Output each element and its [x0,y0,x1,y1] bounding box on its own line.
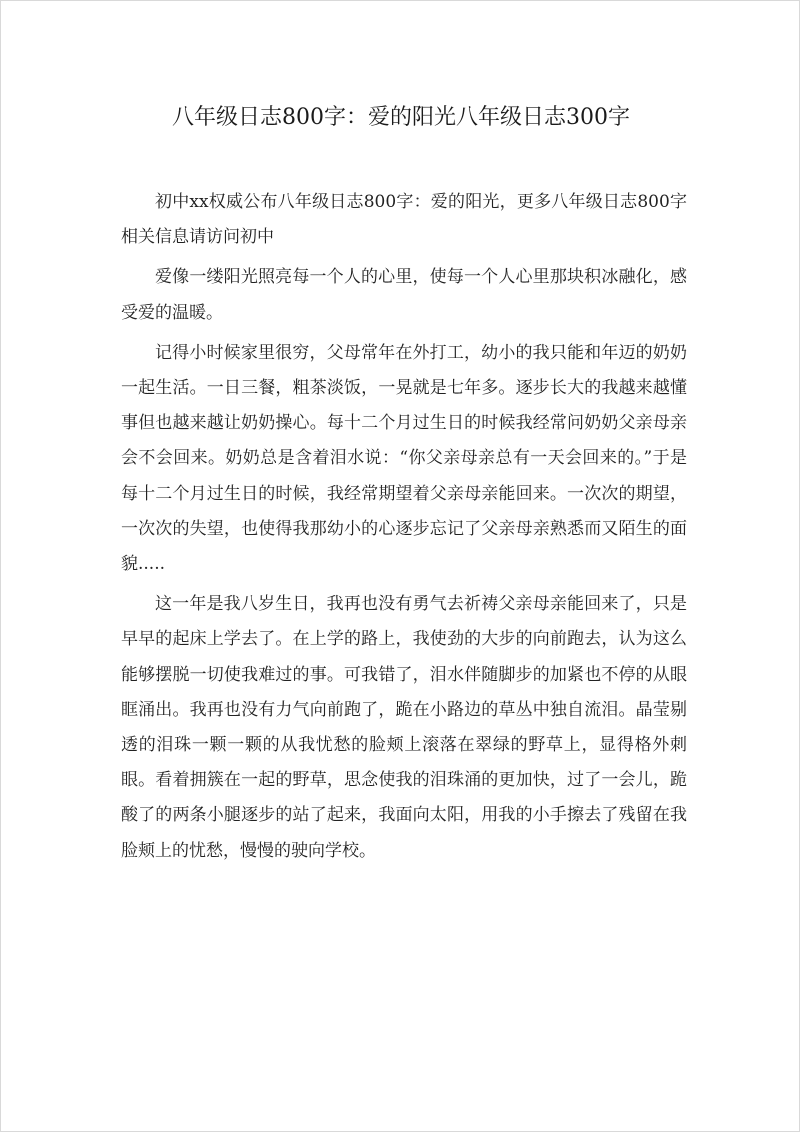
paragraph-intro: 初中xx权威公布八年级日志800字：爱的阳光，更多八年级日志800字相关信息请访问初中 [121,192,687,248]
paragraph-love-sunshine: 爱像一缕阳光照亮每一个人的心里，使每一个人心里那块积冰融化，感受爱的温暖。 [121,267,687,323]
paragraph-childhood: 记得小时候家里很穷，父母常年在外打工，幼小的我只能和年迈的奶奶一起生活。一日三餐，粗茶淡饭，一晃就是七年多。逐步长大的我越来越懂事但也越来越让奶奶操心。每十二个月过生日的时候我经常问奶奶父亲母亲会不会回来。奶奶总是含着泪水说：“你父亲母亲总有一天会回来的。”于是每十二个月过生日的时候，我经常期望着父亲母亲能回来。一次次的期望，一次次的失望，也使得我那幼小的心逐步忘记了父亲母亲熟悉而又陌生的面貌..... [121,342,687,575]
document-body [121,185,687,874]
document-title: 八年级日志800字：爱的阳光八年级日志300字 [172,105,630,130]
paragraph-eighth-birthday: 这一年是我八岁生日，我再也没有勇气去祈祷父亲母亲能回来了，只是早早的起床上学去了。在上学的路上，我使劲的大步的向前跑去，认为这么能够摆脱一切使我难过的事。可我错了，泪水伴随脚步的加紧也不停的从眼眶涌出。我再也没有力气向前跑了，跪在小路边的草丛中独自流泪。晶莹剔透的泪珠一颗一颗的从我忧愁的脸颊上滚落在翠绿的野草上，显得格外刺眼。看着拥簇在一起的野草，思念使我的泪珠涌的更加快，过了一会儿，跪酸了的两条小腿逐步的站了起来，我面向太阳，用我的小手擦去了残留在我脸颊上的忧愁，慢慢的驶向学校。 [121,594,687,861]
